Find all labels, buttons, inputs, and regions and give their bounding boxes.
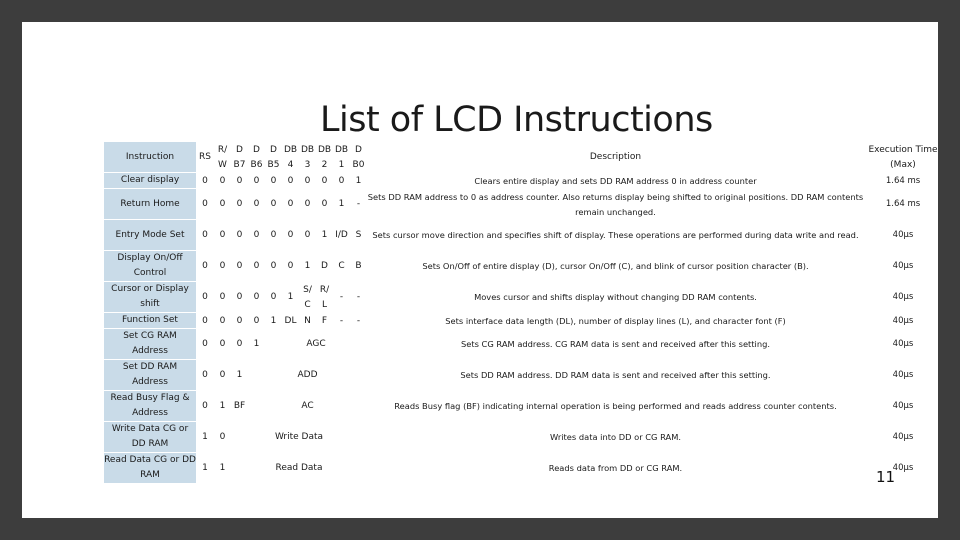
bit-cell: 1 xyxy=(202,432,208,442)
bit-cell: 0 xyxy=(270,199,277,209)
header-db7: D B7 xyxy=(233,144,246,170)
bit-cell: 1 xyxy=(304,261,311,271)
header-rs: RS xyxy=(199,152,211,162)
bit-cell: 0 xyxy=(202,401,208,411)
bit-cell: 0 xyxy=(219,432,226,442)
bit-cell: 0 xyxy=(287,261,294,271)
bit-cell: - xyxy=(356,315,361,326)
time-cell: 40μs xyxy=(892,401,914,411)
table-row xyxy=(104,453,942,484)
bit-cell: 0 xyxy=(219,230,226,240)
bit-cell: 0 xyxy=(236,175,243,186)
table-row xyxy=(104,282,942,313)
span-cell: Write Data xyxy=(274,432,324,442)
instruction-cell: Return Home xyxy=(104,189,196,220)
bit-cell: C xyxy=(338,261,345,271)
bit-cell: S/ C xyxy=(303,284,312,310)
instruction-table xyxy=(104,142,942,484)
frame-left xyxy=(0,0,22,540)
bit-cell: 0 xyxy=(236,315,243,326)
bit-cell: 1 xyxy=(219,401,226,411)
bit-cell: 0 xyxy=(304,175,311,186)
bit-cell: BF xyxy=(233,401,246,411)
time-cell: 40μs xyxy=(892,370,914,380)
bit-cell: 0 xyxy=(338,175,345,186)
bit-cell: 1 xyxy=(236,370,243,380)
bit-cell: 1 xyxy=(338,199,345,209)
bit-cell: 0 xyxy=(270,230,277,240)
time-cell: 1.64 ms xyxy=(885,199,921,209)
bit-cell: - xyxy=(339,315,344,326)
bit-cell: 0 xyxy=(202,261,208,271)
time-cell: 40μs xyxy=(892,432,914,442)
table-row xyxy=(104,173,942,189)
bit-cell: 0 xyxy=(219,292,226,302)
bit-cell: 1 xyxy=(253,339,260,349)
table-row xyxy=(104,189,942,220)
bit-cell: 0 xyxy=(236,230,243,240)
bit-cell: 0 xyxy=(202,230,208,240)
bit-cell: 0 xyxy=(202,315,208,326)
description-cell: Writes data into DD or CG RAM. xyxy=(549,432,682,442)
bit-cell: 1 xyxy=(321,230,328,240)
bit-cell: F xyxy=(321,315,328,326)
time-cell: 40μs xyxy=(892,261,914,271)
bit-cell: I/D xyxy=(335,230,348,240)
table-header-row xyxy=(104,142,942,173)
time-cell: 40μs xyxy=(892,230,914,240)
time-cell: 40μs xyxy=(892,315,914,326)
bit-cell: 0 xyxy=(219,370,226,380)
description-cell: Reads data from DD or CG RAM. xyxy=(548,463,683,473)
header-db0: D B0 xyxy=(352,144,365,170)
bit-cell: N xyxy=(304,315,311,326)
bit-cell: 0 xyxy=(202,370,208,380)
table-row xyxy=(104,422,942,453)
instruction-cell: Cursor or Display shift xyxy=(104,282,196,313)
frame-bottom xyxy=(0,518,960,540)
bit-cell: - xyxy=(339,292,344,302)
bit-cell: 0 xyxy=(202,292,208,302)
table-row xyxy=(104,313,942,329)
header-time: Execution Time (Max) xyxy=(868,144,938,170)
header-db3: DB 3 xyxy=(300,144,315,170)
frame-top xyxy=(0,0,960,22)
bit-cell: 0 xyxy=(236,292,243,302)
bit-cell: 0 xyxy=(253,199,260,209)
table-row xyxy=(104,360,942,391)
bit-cell: 0 xyxy=(321,175,328,186)
instruction-cell: Write Data CG or DD RAM xyxy=(104,422,196,453)
bit-cell: 0 xyxy=(236,339,243,349)
header-instruction: Instruction xyxy=(104,142,196,173)
bit-cell: 0 xyxy=(236,199,243,209)
bit-cell: S xyxy=(355,230,362,240)
bit-cell: 0 xyxy=(270,175,277,186)
description-cell: Sets DD RAM address. DD RAM data is sent and received after this setting. xyxy=(460,370,771,380)
bit-cell: 0 xyxy=(253,175,260,186)
time-cell: 1.64 ms xyxy=(885,175,921,186)
bit-cell: 0 xyxy=(219,261,226,271)
bit-cell: 0 xyxy=(219,199,226,209)
instruction-cell: Set CG RAM Address xyxy=(104,329,196,360)
description-cell: Sets cursor move direction and specifies shift of display. These operations are performed during data write and read. xyxy=(372,230,859,240)
bit-cell: 0 xyxy=(287,175,294,186)
bit-cell: 0 xyxy=(287,230,294,240)
bit-cell: 0 xyxy=(253,230,260,240)
header-description: Description xyxy=(589,152,642,162)
instruction-cell: Display On/Off Control xyxy=(104,251,196,282)
table-row xyxy=(104,329,942,360)
table-row xyxy=(104,220,942,251)
bit-cell: 0 xyxy=(219,175,226,186)
header-db4: DB 4 xyxy=(283,144,298,170)
instruction-cell: Read Data CG or DD RAM xyxy=(104,453,196,484)
bit-cell: 0 xyxy=(321,199,328,209)
bit-cell: 0 xyxy=(253,261,260,271)
span-cell: Read Data xyxy=(275,463,323,473)
table-row xyxy=(104,251,942,282)
bit-cell: 0 xyxy=(304,230,311,240)
span-cell: AC xyxy=(301,401,314,411)
bit-cell: 1 xyxy=(355,175,362,186)
description-cell: Moves cursor and shifts display without changing DD RAM contents. xyxy=(474,292,757,302)
instruction-cell: Read Busy Flag & Address xyxy=(104,391,196,422)
instruction-cell: Entry Mode Set xyxy=(104,220,196,251)
bit-cell: 0 xyxy=(270,261,277,271)
span-cell: ADD xyxy=(297,370,318,380)
header-db5: D B5 xyxy=(267,144,280,170)
bit-cell: 0 xyxy=(253,292,260,302)
span-cell: AGC xyxy=(306,339,326,349)
slide-title: List of LCD Instructions xyxy=(320,100,713,140)
instruction-cell: Function Set xyxy=(104,313,196,329)
header-rw: R/ W xyxy=(217,144,228,170)
bit-cell: 0 xyxy=(202,339,208,349)
bit-cell: 1 xyxy=(219,463,226,473)
bit-cell: 0 xyxy=(304,199,311,209)
bit-cell: D xyxy=(321,261,328,271)
description-cell: Sets interface data length (DL), number of display lines (L), and character font (F) xyxy=(445,315,786,326)
bit-cell: 0 xyxy=(253,315,260,326)
bit-cell: 0 xyxy=(202,175,208,186)
bit-cell: - xyxy=(356,199,361,209)
bit-cell: - xyxy=(356,292,361,302)
time-cell: 40μs xyxy=(892,339,914,349)
bit-cell: DL xyxy=(284,315,297,326)
bit-cell: 0 xyxy=(236,261,243,271)
instruction-cell: Clear display xyxy=(104,173,196,189)
time-cell: 40μs xyxy=(892,463,914,473)
slide-number: 11 xyxy=(876,468,896,486)
bit-cell: 0 xyxy=(219,315,226,326)
description-cell: Sets CG RAM address. CG RAM data is sent and received after this setting. xyxy=(460,339,771,349)
time-cell: 40μs xyxy=(892,292,914,302)
table-row xyxy=(104,391,942,422)
bit-cell: R/ L xyxy=(319,284,330,310)
bit-cell: 1 xyxy=(270,315,277,326)
header-db2: DB 2 xyxy=(317,144,332,170)
bit-cell: 0 xyxy=(219,339,226,349)
bit-cell: 0 xyxy=(287,199,294,209)
bit-cell: B xyxy=(355,261,362,271)
description-cell: Sets DD RAM address to 0 as address counter. Also returns display being shifted to original positions. DD RAM contents remain unchanged. xyxy=(367,191,864,217)
header-db6: D B6 xyxy=(250,144,263,170)
description-cell: Clears entire display and sets DD RAM address 0 in address counter xyxy=(474,175,757,186)
bit-cell: 1 xyxy=(287,292,294,302)
instruction-cell: Set DD RAM Address xyxy=(104,360,196,391)
header-db1: DB 1 xyxy=(334,144,349,170)
bit-cell: 1 xyxy=(202,463,208,473)
description-cell: Sets On/Off of entire display (D), cursor On/Off (C), and blink of cursor position character (B). xyxy=(422,261,809,271)
bit-cell: 0 xyxy=(202,199,208,209)
bit-cell: 0 xyxy=(270,292,277,302)
description-cell: Reads Busy flag (BF) indicating internal operation is being performed and reads address counter contents. xyxy=(394,401,837,411)
